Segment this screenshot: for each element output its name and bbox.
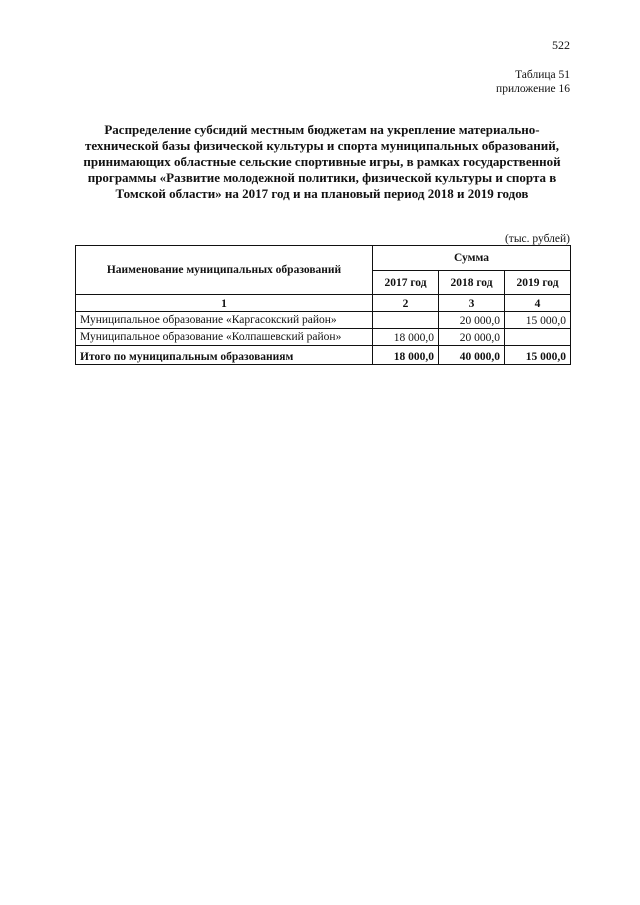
- total-row: [76, 346, 571, 365]
- page-number: 522: [552, 38, 570, 52]
- document-title: Распределение субсидий местным бюджетам на укрепление материально-технической базы физической культуры и спорта муниципальных образований, принимающих областные сельские спортивные игры, в рамках государственной программы «Развитие молодежной политики, физической культуры и спорта в Томской области» на 2017 год и на плановый период 2018 и 2019 годов: [83, 122, 561, 201]
- value-2017: [373, 312, 439, 329]
- value-2018: 20 000,0: [439, 312, 505, 329]
- value-2017: 18 000,0: [373, 329, 439, 346]
- header-year-2018: 2018 год: [439, 271, 505, 295]
- column-number: 2: [373, 295, 439, 312]
- table-row: [76, 312, 571, 329]
- total-label: Итого по муниципальным образованиям: [76, 346, 373, 365]
- table-row: [76, 329, 571, 346]
- table-header-row: [76, 246, 571, 271]
- column-number: 4: [505, 295, 571, 312]
- header-sum: Сумма: [373, 246, 571, 271]
- value-2019: [505, 329, 571, 346]
- subsidy-table: [75, 245, 571, 365]
- total-2019: 15 000,0: [505, 346, 571, 365]
- appendix-number: приложение 16: [496, 83, 570, 95]
- header-year-2017: 2017 год: [373, 271, 439, 295]
- column-number: 3: [439, 295, 505, 312]
- value-2018: 20 000,0: [439, 329, 505, 346]
- table-reference: [496, 68, 570, 96]
- municipality-name: Муниципальное образование «Колпашевский район»: [76, 329, 373, 346]
- column-number: 1: [76, 295, 373, 312]
- value-2019: 15 000,0: [505, 312, 571, 329]
- table-number: Таблица 51: [515, 69, 570, 81]
- total-2018: 40 000,0: [439, 346, 505, 365]
- column-number-row: [76, 295, 571, 312]
- units-label: (тыс. рублей): [504, 233, 570, 245]
- total-2017: 18 000,0: [373, 346, 439, 365]
- municipality-name: Муниципальное образование «Каргасокский район»: [76, 312, 373, 329]
- header-municipality-name: Наименование муниципальных образований: [76, 246, 373, 295]
- header-year-2019: 2019 год: [505, 271, 571, 295]
